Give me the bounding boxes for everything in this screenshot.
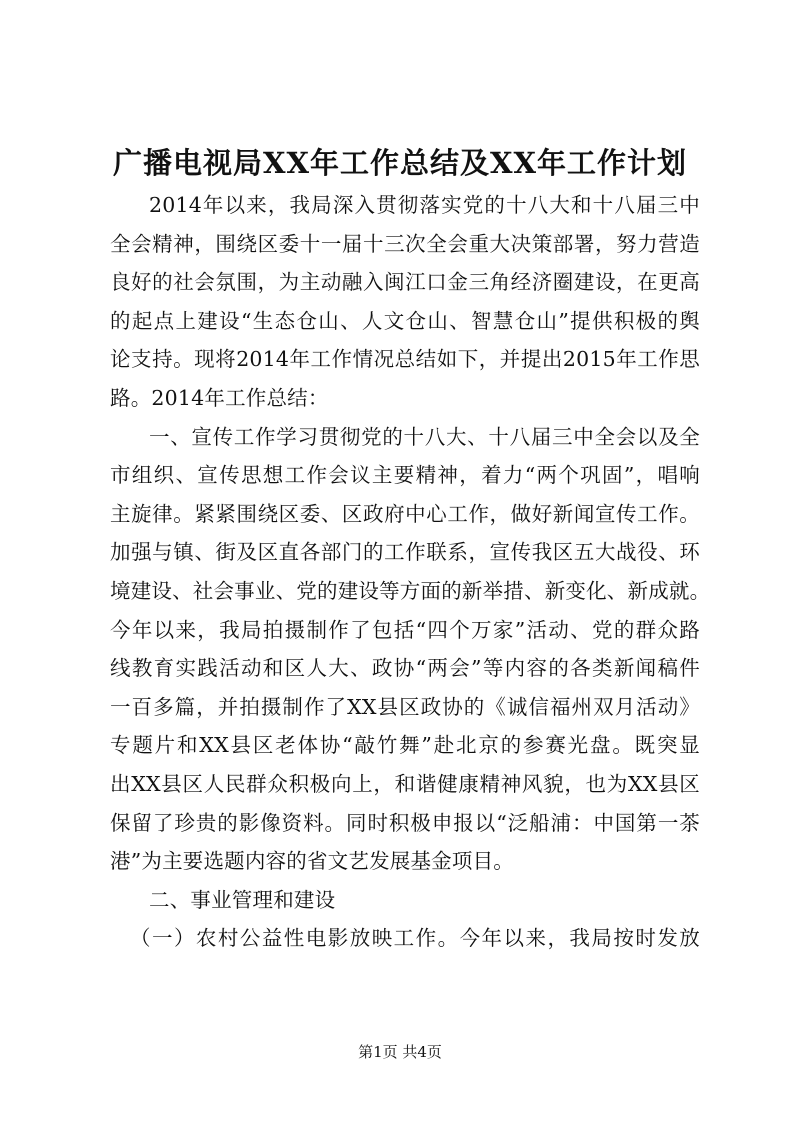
body-line: 2014年以来，我局深入贯彻落实党的十八大和十八届三中: [149, 193, 700, 217]
body-line: 一百多篇，并拍摄制作了XX县区政协的《诚信福州双月活动》: [110, 694, 700, 719]
body-line: 港”为主要选题内容的省文艺发展基金项目。: [110, 849, 514, 874]
body-line: 专题片和XX县区老体协“敲竹舞”赴北京的参赛光盘。既突显: [110, 733, 700, 758]
body-line: 的起点上建设“生态仓山、人文仓山、智慧仓山”提供积极的舆: [110, 308, 700, 333]
body-line: 一、宣传工作学习贯彻党的十八大、十八届三中全会以及全: [149, 424, 700, 449]
section-heading: 二、事业管理和建设: [149, 887, 336, 912]
body-line: 全会精神，围绕区委十一届十三次全会重大决策部署，努力营造: [110, 231, 700, 256]
body-line: （一）农村公益性电影放映工作。今年以来，我局按时发放: [130, 926, 700, 951]
body-line: 良好的社会氛围，为主动融入闽江口金三角经济圈建设，在更高: [110, 270, 700, 295]
body-line: 保留了珍贵的影像资料。同时积极申报以“泛船浦：中国第一茶: [110, 810, 700, 835]
body-line: 加强与镇、街及区直各部门的工作联系，宣传我区五大战役、环: [110, 540, 700, 565]
body-line: 线教育实践活动和区人大、政协“两会”等内容的各类新闻稿件: [110, 656, 700, 681]
document-title: 广播电视局XX年工作总结及XX年工作计划: [112, 146, 687, 180]
body-line: 今年以来，我局拍摄制作了包括“四个万家”活动、党的群众路: [110, 617, 700, 642]
page-footer: 第1页 共4页: [358, 1043, 442, 1061]
document-body: [110, 186, 711, 958]
body-line: 论支持。现将2014年工作情况总结如下，并提出2015年工作思: [110, 347, 700, 372]
body-line: 出XX县区人民群众积极向上，和谐健康精神风貌，也为XX县区: [110, 771, 700, 796]
body-line: 市组织、宣传思想工作会议主要精神，着力“两个巩固”，唱响: [110, 463, 700, 488]
body-line: 路。2014年工作总结：: [110, 385, 329, 410]
body-line: 境建设、社会事业、党的建设等方面的新举措、新变化、新成就。: [110, 578, 711, 603]
body-line: 主旋律。紧紧围绕区委、区政府中心工作，做好新闻宣传工作。: [110, 501, 700, 526]
